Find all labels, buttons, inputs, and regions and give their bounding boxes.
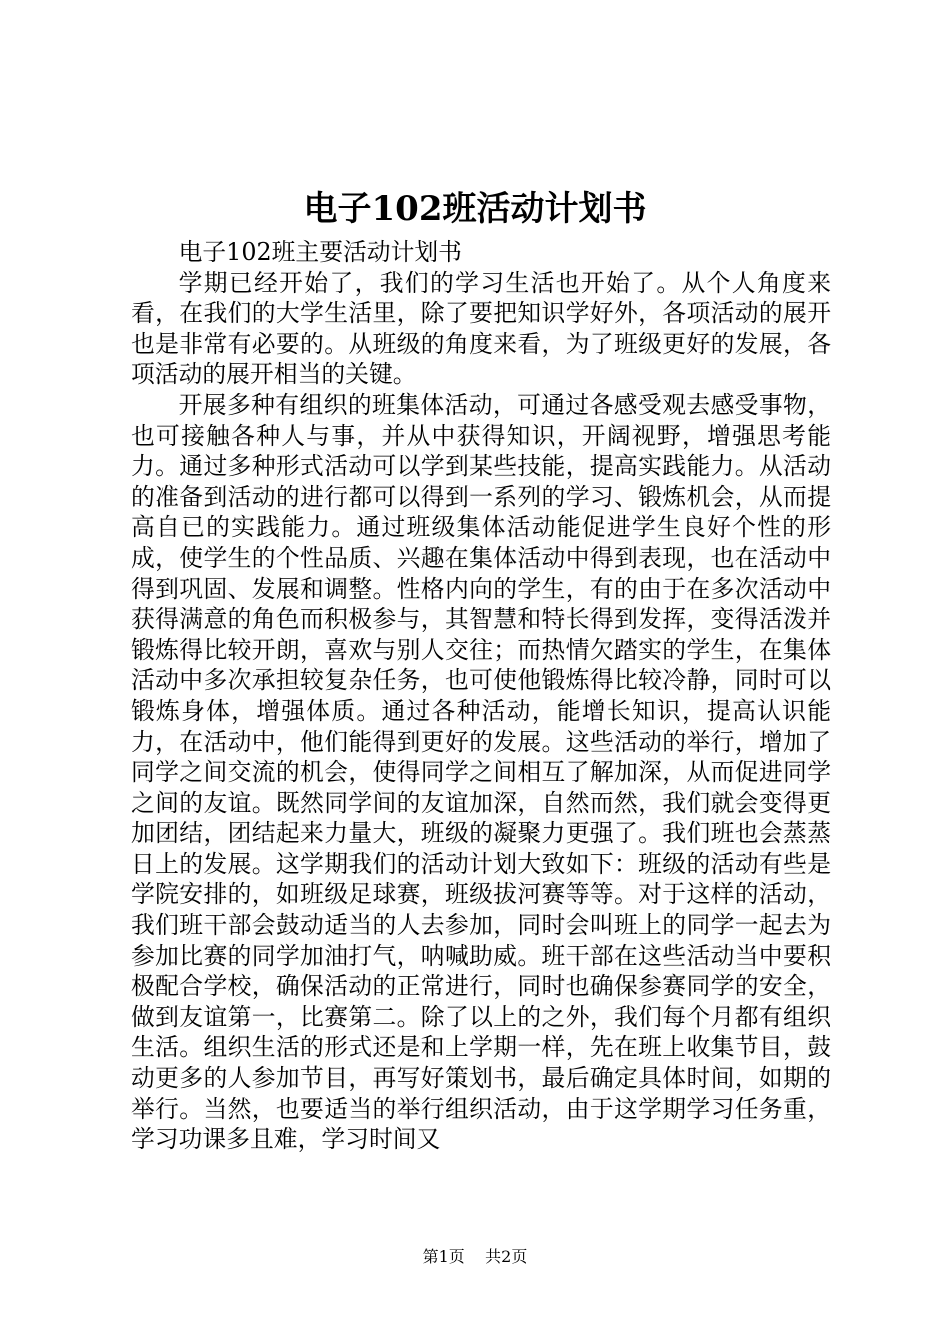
- intro-paragraph: 学期已经开始了，我们的学习生活也开始了。从个人角度来看，在我们的大学生活里，除了要把知识学好外，各项活动的展开也是非常有必要的。从班级的角度来看，为了班级更好的发展，各项活动的展开相当的关键。: [131, 268, 831, 389]
- subtitle-paragraph: 电子102班主要活动计划书: [178, 238, 462, 266]
- document-title: 电子102班活动计划书: [303, 189, 647, 229]
- footer-spacer: [470, 1247, 480, 1266]
- page-footer: [0, 1246, 950, 1268]
- page-number: 第1页: [422, 1247, 465, 1266]
- main-paragraph: 开展多种有组织的班集体活动，可通过各感受观去感受事物，也可接触各种人与事，并从中获得知识，开阔视野，增强思考能力。通过多种形式活动可以学到某些技能，提高实践能力。从活动的准备到活动的进行都可以得到一系列的学习、锻炼机会，从而提高自已的实践能力。通过班级集体活动能促进学生良好个性的形成，使学生的个性品质、兴趣在集体活动中得到表现，也在活动中得到巩固、发展和调整。性格内向的学生，有的由于在多次活动中获得满意的角色而积极参与，其智慧和特长得到发挥，变得活泼并锻炼得比较开朗，喜欢与别人交往；而热情欠踏实的学生，在集体活动中多次承担较复杂任务，也可使他锻炼得比较冷静，同时可以锻炼身体，增强体质。通过各种活动，能增长知识，提高认识能力，在活动中，他们能得到更好的发展。这些活动的举行，增加了同学之间交流的机会，使得同学之间相互了解加深，从而促进同学之间的友谊。既然同学间的友谊加深，自然而然，我们就会变得更加团结，团结起来力量大，班级的凝聚力更强了。我们班也会蒸蒸日上的发展。这学期我们的活动计划大致如下：班级的活动有些是学院安排的，如班级足球赛，班级拔河赛等等。对于这样的活动，我们班干部会鼓动适当的人去参加，同时会叫班上的同学一起去为参加比赛的同学加油打气，呐喊助威。班干部在这些活动当中要积极配合学校，确保活动的正常进行，同时也确保参赛同学的安全，做到友谊第一，比赛第二。除了以上的之外，我们每个月都有组织生活。组织生活的形式还是和上学期一样，先在班上收集节目，鼓动更多的人参加节目，再写好策划书，最后确定具体时间，如期的举行。当然，也要适当的举行组织活动，由于这学期学习任务重，学习功课多且难，学习时间又: [131, 390, 831, 1154]
- document-body: [131, 237, 831, 1155]
- page-total: 共2页: [485, 1247, 528, 1266]
